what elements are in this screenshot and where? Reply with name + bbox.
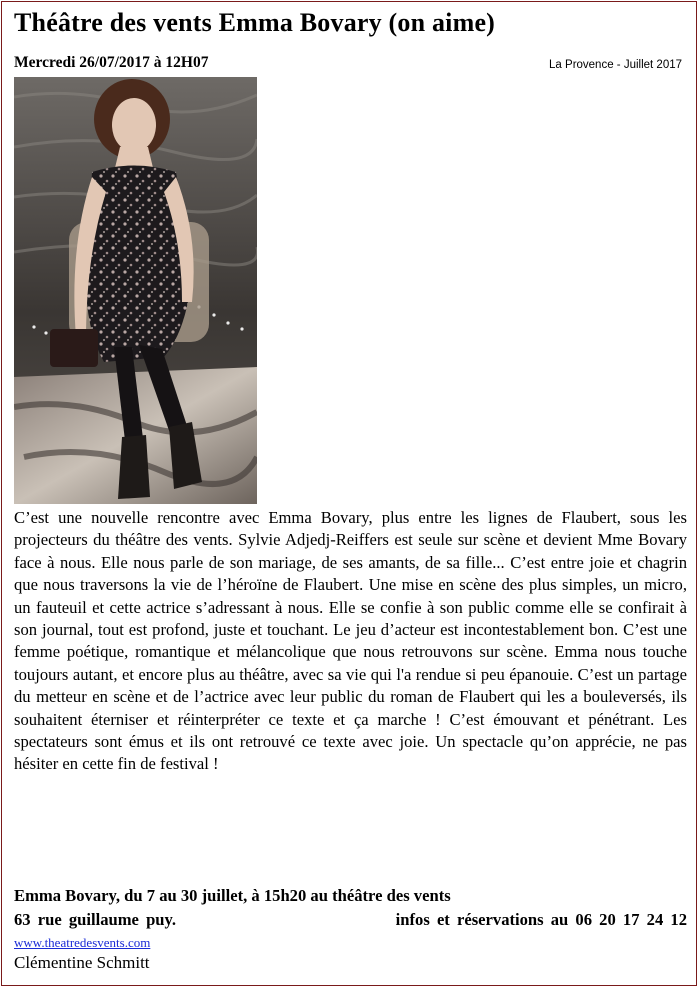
article-body: C’est une nouvelle rencontre avec Emma Bovary, plus entre les lignes de Flaubert, sous les projecteurs du théâtre des vents. Sylvie Adjedj-Reiffers est seule sur scène et devient Mme Bovary face à nous. Elle nous parle de son mariage, de ses amants, de sa fille... C’est entre joie et chagrin que nous traversons la vie de l’héroïne de Flaubert. Une mise en scène des plus simples, un micro, un fauteuil et cette actrice s’adressant à nous. Elle se confie à son public comme elle se confirait à son journal, tout est profond, juste et touchant. Le jeu d’acteur est incontestablement bon. C’est une femme poétique, romantique et mélancolique que nous retrouvons sur scène. Emma nous touche toujours autant, et encore plus au théâtre, avec sa vie qui l'a rendue si peu épanouie. C’est un partage du metteur en scène et de l’actrice avec leur public du roman de Flaubert qui les a bouleversés, ils souhaitent éterniser et réinterpréter ce texte et ça marche ! C’est émouvant et pénétrant. Les spectateurs sont émus et ils ont retrouvé ce texte avec joie. Un spectacle qu’on apprécie, ne pas hésiter en cette fin de festival ! <box>14 508 687 774</box>
publication-date: Mercredi 26/07/2017 à 12H07 <box>14 54 209 71</box>
actress-photo <box>14 77 257 504</box>
author-name: Clémentine Schmitt <box>14 953 150 972</box>
venue-address: 63 rue guillaume puy. <box>14 910 177 929</box>
article-title: Théâtre des vents Emma Bovary (on aime) <box>14 8 496 37</box>
source-credit: La Provence - Juillet 2017 <box>549 59 682 71</box>
reservation-phone: infos et réservations au 06 20 17 24 12 <box>395 910 687 929</box>
website-link[interactable]: www.theatredesvents.com <box>14 935 151 950</box>
show-dates: Emma Bovary, du 7 au 30 juillet, à 15h20 au théâtre des vents <box>14 886 451 905</box>
venue-contact <box>14 910 687 930</box>
